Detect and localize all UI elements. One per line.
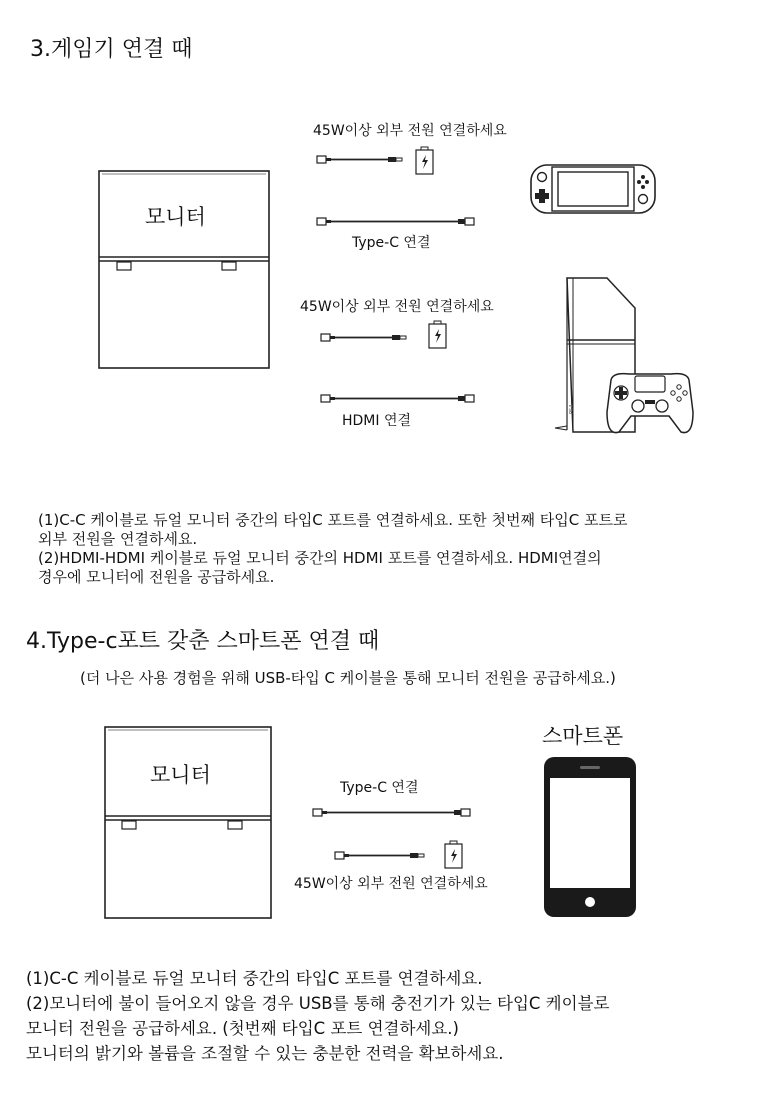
- switch-cable-label: Type-C 연결: [352, 235, 431, 251]
- section3-notes: [38, 511, 627, 587]
- cable-label: Type-C 연결: [340, 780, 419, 796]
- monitor-label: 모니터: [145, 205, 206, 229]
- battery-icon: [415, 146, 435, 176]
- section4-subtitle: (더 나은 사용 경험을 위해 USB-타입 C 케이블을 통해 모니터 전원을 공급하세요.): [80, 669, 616, 687]
- switch-power-label: 45W이상 외부 전원 연결하세요: [313, 123, 507, 139]
- note-line: 경우에 모니터에 전원을 공급하세요.: [38, 568, 275, 586]
- note-line: (1)C-C 케이블로 듀얼 모니터 중간의 타입C 포트를 연결하세요. 또한 첫번째 타입C 포트로: [38, 511, 628, 529]
- cable-icon: [320, 331, 410, 345]
- monitor-diagram: [98, 170, 270, 370]
- cable-icon: [312, 806, 472, 820]
- note-line: 모니터의 밝기와 볼륨을 조절할 수 있는 충분한 전력을 확보하세요.: [26, 1044, 504, 1063]
- section4-notes: [26, 966, 609, 1066]
- console-side-text: PS4: [569, 404, 575, 414]
- cable-icon: [316, 153, 406, 167]
- battery-icon: [428, 320, 448, 350]
- cable-icon: [316, 215, 476, 229]
- note-line: 외부 전원을 연결하세요.: [38, 530, 198, 548]
- phone-label: 스마트폰: [542, 724, 624, 748]
- note-line: (2)모니터에 불이 들어오지 않을 경우 USB를 통해 충전기가 있는 타입C 케이블로: [26, 994, 610, 1013]
- note-line: 모니터 전원을 공급하세요. (첫번째 타입C 포트 연결하세요.): [26, 1019, 459, 1038]
- cable-icon: [334, 849, 430, 863]
- note-line: (2)HDMI-HDMI 케이블로 듀얼 모니터 중간의 HDMI 포트를 연결하세요. HDMI연결의: [38, 549, 602, 567]
- ps-cable-label: HDMI 연결: [342, 413, 412, 429]
- section4-title: 4.Type-c포트 갖춘 스마트폰 연결 때: [26, 629, 380, 654]
- monitor-diagram: [104, 726, 272, 920]
- playstation-icon: [545, 276, 695, 438]
- smartphone-icon: [543, 756, 637, 918]
- cable-icon: [320, 392, 476, 406]
- monitor-label: 모니터: [150, 763, 211, 787]
- power-label: 45W이상 외부 전원 연결하세요: [294, 876, 488, 892]
- section3-title: 3.게임기 연결 때: [30, 37, 193, 62]
- game-console-icon: [530, 163, 656, 215]
- ps-power-label: 45W이상 외부 전원 연결하세요: [300, 299, 494, 315]
- note-line: (1)C-C 케이블로 듀얼 모니터 중간의 타입C 포트를 연결하세요.: [26, 969, 483, 988]
- battery-icon: [444, 840, 464, 870]
